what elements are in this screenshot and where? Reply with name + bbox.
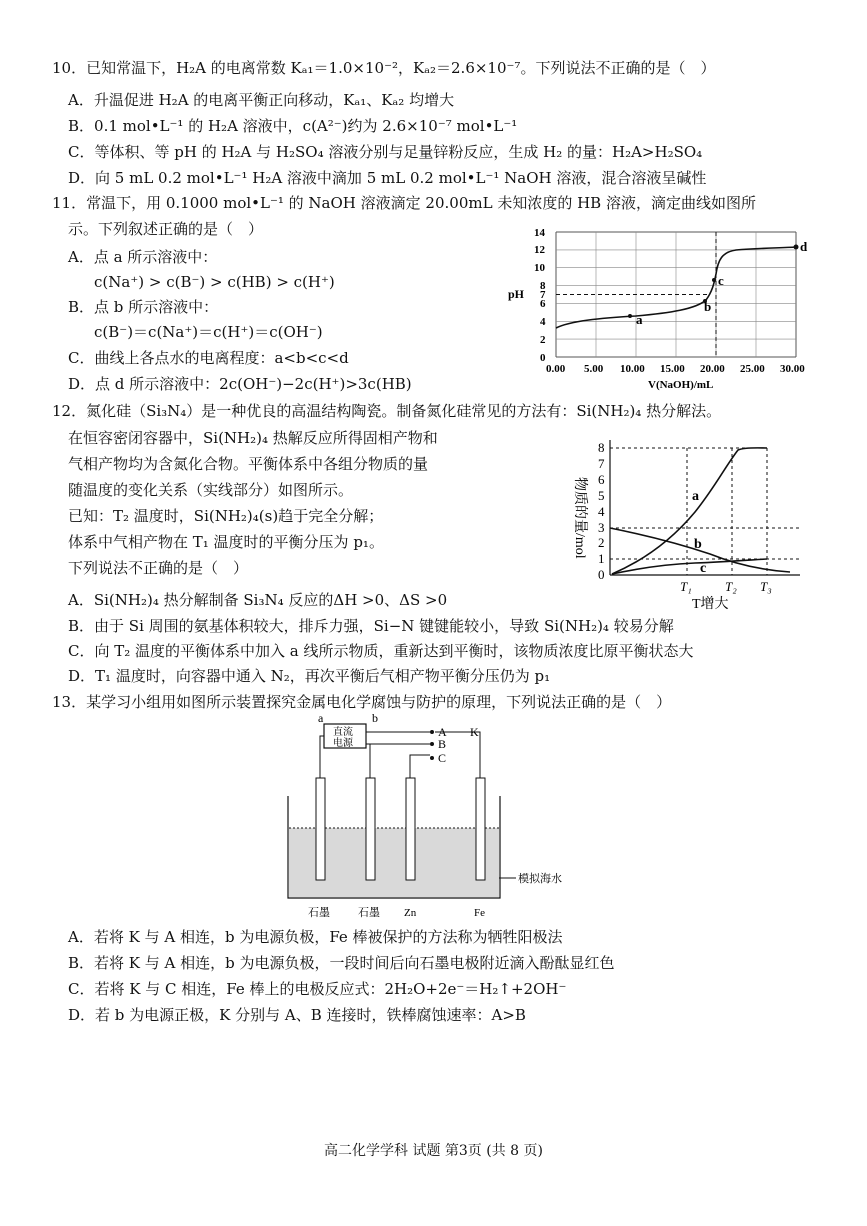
power-supply-label-1: 直流 bbox=[333, 727, 353, 738]
q11-option-a-expr: c(Na⁺) > c(B⁻) > c(HB) > c(H⁺) bbox=[94, 273, 335, 291]
titration-xtick-15: 15.00 bbox=[660, 363, 685, 375]
titration-xtick-20: 20.00 bbox=[700, 363, 725, 375]
electrochemistry-apparatus-diagram bbox=[280, 710, 580, 922]
q11-stem-line1: 11．常温下，用 0.1000 mol•L⁻¹ 的 NaOH 溶液滴定 20.00mL 未知浓度的 HB 溶液，滴定曲线如图所 bbox=[52, 194, 756, 212]
q11-stem-line2: 示。下列叙述正确的是（ ） bbox=[68, 220, 264, 238]
switch-k-label: K bbox=[470, 725, 479, 739]
titration-point-d bbox=[794, 245, 799, 250]
q13-option-d: D．若 b 为电源正极，K 分别与 A、B 连接时，铁棒腐蚀速率：A>B bbox=[68, 1006, 526, 1024]
amount-ytick-3: 3 bbox=[598, 520, 605, 535]
electrode-fe bbox=[476, 778, 485, 880]
amount-ytick-0: 0 bbox=[598, 567, 605, 582]
q13-stem: 13．某学习小组用如图所示装置探究金属电化学腐蚀与防护的原理，下列说法正确的是（ ） bbox=[52, 693, 672, 711]
amount-ytick-8: 8 bbox=[598, 440, 605, 455]
amount-curve-label-c: c bbox=[700, 561, 707, 576]
amount-ytick-1: 1 bbox=[598, 551, 605, 566]
amount-curve-label-b: b bbox=[694, 537, 702, 552]
amount-xtick-t3: T₃ bbox=[760, 579, 772, 594]
q12-line-2: 气相产物均为含氮化合物。平衡体系中各组分物质的量 bbox=[68, 455, 429, 473]
switch-point-a: A bbox=[438, 725, 447, 739]
titration-ytick-7: 7 bbox=[540, 289, 546, 301]
q10-option-a: A．升温促进 H₂A 的电离平衡正向移动，Kₐ₁、Kₐ₂ 均增大 bbox=[68, 91, 455, 109]
titration-xtick-0: 0.00 bbox=[546, 363, 566, 375]
amount-ytick-5: 5 bbox=[598, 488, 605, 503]
q11-option-d: D．点 d 所示溶液中：2c(OH⁻)−2c(H⁺)>3c(HB) bbox=[68, 375, 412, 393]
q12-line-6: 下列说法不正确的是（ ） bbox=[68, 559, 249, 577]
titration-point-a bbox=[628, 314, 632, 318]
electrode-graphite-2 bbox=[366, 778, 375, 880]
seawater-label: 模拟海水 bbox=[518, 873, 562, 885]
electrode-graphite-1 bbox=[316, 778, 325, 880]
titration-xtick-30: 30.00 bbox=[780, 363, 805, 375]
electrode-label-zn: Zn bbox=[404, 907, 417, 919]
titration-ytick-12: 12 bbox=[534, 244, 545, 256]
titration-curve-chart bbox=[500, 222, 830, 392]
titration-label-d: d bbox=[800, 239, 808, 254]
page-footer: 高二化学学科 试题 第3页 (共 8 页) bbox=[324, 1143, 543, 1159]
switch-point-b: B bbox=[438, 737, 447, 751]
q12-line-4: 已知：T₂ 温度时，Si(NH₂)₄(s)趋于完全分解； bbox=[68, 507, 384, 525]
titration-ytick-0: 0 bbox=[540, 352, 546, 364]
titration-label-b: b bbox=[704, 299, 712, 314]
titration-xtick-10: 10.00 bbox=[620, 363, 645, 375]
titration-x-axis-label: V(NaOH)/mL bbox=[648, 379, 714, 391]
q10-option-c: C．等体积、等 pH 的 H₂A 与 H₂SO₄ 溶液分别与足量锌粉反应，生成 H₂ 的量：H₂A>H₂SO₄ bbox=[68, 143, 703, 161]
q11-option-a: A．点 a 所示溶液中： bbox=[68, 248, 218, 266]
q10-option-d: D．向 5 mL 0.2 mol•L⁻¹ H₂A 溶液中滴加 5 mL 0.2 mol•L⁻¹ NaOH 溶液，混合溶液呈碱性 bbox=[68, 169, 707, 187]
amount-xtick-t2: T₂ bbox=[725, 579, 737, 594]
electrode-label-graphite-1: 石墨 bbox=[308, 907, 330, 919]
q12-line-3: 随温度的变化关系（实线部分）如图所示。 bbox=[68, 481, 354, 499]
amount-y-axis-label: 物质的量/mol bbox=[572, 477, 587, 559]
amount-vs-temperature-chart bbox=[560, 432, 820, 612]
amount-x-axis-label: T增大 bbox=[692, 597, 729, 612]
amount-ytick-7: 7 bbox=[598, 456, 605, 471]
titration-point-c bbox=[712, 278, 716, 282]
q12-option-d: D．T₁ 温度时，向容器中通入 N₂，再次平衡后气相产物平衡分压仍为 p₁ bbox=[68, 667, 551, 685]
q11-option-b: B．点 b 所示溶液中： bbox=[68, 298, 219, 316]
amount-xtick-t1: T₁ bbox=[680, 579, 692, 594]
q10-option-b: B．0.1 mol•L⁻¹ 的 H₂A 溶液中，c(A²⁻)约为 2.6×10⁻⁷ mol•L⁻¹ bbox=[68, 117, 518, 135]
terminal-label-b: b bbox=[372, 711, 378, 725]
titration-ytick-6: 6 bbox=[540, 298, 546, 310]
q13-option-c: C．若将 K 与 C 相连，Fe 棒上的电极反应式：2H₂O+2e⁻＝H₂↑+2OH⁻ bbox=[68, 980, 567, 998]
electrode-label-graphite-2: 石墨 bbox=[358, 907, 380, 919]
titration-ytick-2: 2 bbox=[540, 334, 546, 346]
q10-stem: 10．已知常温下，H₂A 的电离常数 Kₐ₁＝1.0×10⁻²，Kₐ₂＝2.6×10⁻⁷。下列说法不正确的是（ ） bbox=[52, 59, 716, 77]
q12-option-b: B．由于 Si 周围的氨基体积较大，排斥力强，Si−N 键键能较小，导致 Si(NH₂)₄ 较易分解 bbox=[68, 617, 674, 635]
q12-stem: 12．氮化硅（Si₃N₄）是一种优良的高温结构陶瓷。制备氮化硅常见的方法有：Si(NH₂)₄ 热分解法。 bbox=[52, 402, 722, 420]
titration-xtick-5: 5.00 bbox=[584, 363, 604, 375]
q11-option-c: C．曲线上各点水的电离程度：a<b<c<d bbox=[68, 349, 349, 367]
switch-point-c: C bbox=[438, 751, 447, 765]
titration-xtick-25: 25.00 bbox=[740, 363, 765, 375]
q12-option-a: A．Si(NH₂)₄ 热分解制备 Si₃N₄ 反应的ΔH >0、ΔS >0 bbox=[68, 591, 448, 609]
amount-curve-label-a: a bbox=[692, 489, 699, 504]
q12-option-c: C．向 T₂ 温度的平衡体系中加入 a 线所示物质，重新达到平衡时，该物质浓度比原平衡状态大 bbox=[68, 642, 694, 660]
electrode-label-fe: Fe bbox=[474, 907, 485, 919]
q13-option-b: B．若将 K 与 A 相连，b 为电源负极，一段时间后向石墨电极附近滴入酚酞显红色 bbox=[68, 954, 615, 972]
terminal-label-a: a bbox=[318, 711, 324, 725]
titration-ytick-10: 10 bbox=[534, 262, 545, 274]
amount-ytick-4: 4 bbox=[598, 504, 605, 519]
titration-label-c: c bbox=[718, 273, 724, 288]
q13-option-a: A．若将 K 与 A 相连，b 为电源负极，Fe 棒被保护的方法称为牺牲阳极法 bbox=[68, 928, 563, 946]
q12-line-5: 体系中气相产物在 T₁ 温度时的平衡分压为 p₁。 bbox=[68, 533, 384, 551]
titration-label-a: a bbox=[636, 312, 643, 327]
q11-option-b-expr: c(B⁻)＝c(Na⁺)＝c(H⁺)＝c(OH⁻) bbox=[94, 323, 323, 341]
power-supply-label-2: 电源 bbox=[333, 738, 353, 749]
electrode-zn bbox=[406, 778, 415, 880]
titration-ytick-8: 8 bbox=[540, 280, 546, 292]
q12-line-1: 在恒容密闭容器中，Si(NH₂)₄ 热解反应所得固相产物和 bbox=[68, 429, 438, 447]
amount-ytick-2: 2 bbox=[598, 535, 605, 550]
titration-ytick-14: 14 bbox=[534, 227, 545, 239]
titration-ytick-4: 4 bbox=[540, 316, 546, 328]
amount-ytick-6: 6 bbox=[598, 472, 605, 487]
titration-y-axis-label: pH bbox=[508, 287, 525, 301]
